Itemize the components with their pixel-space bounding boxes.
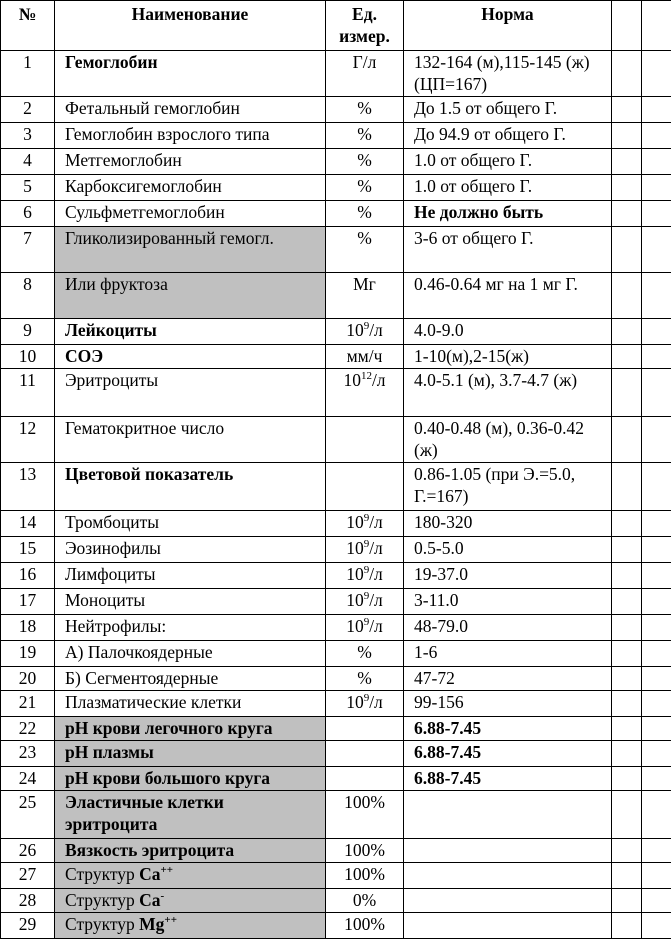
row-extra-2 [642,149,671,175]
row-norm: 4.0-5.1 (м), 3.7-4.7 (ж) [404,369,612,417]
table-row [1,863,671,889]
row-extra-1 [612,273,642,319]
row-extra-1 [612,717,642,741]
row-extra-2 [642,741,671,767]
row-extra-2 [642,201,671,227]
row-extra-1 [612,149,642,175]
header-extra-1 [612,1,642,51]
row-number: 7 [1,227,55,273]
row-name: Или фруктоза [55,273,326,319]
row-norm: До 94.9 от общего Г. [404,123,612,149]
row-norm: 0.86-1.05 (при Э.=5.0, Г.=167) [404,463,612,511]
row-extra-2 [642,691,671,717]
table-row [1,201,671,227]
row-number: 28 [1,889,55,913]
row-extra-2 [642,863,671,889]
row-norm: 0.5-5.0 [404,537,612,563]
row-norm: 3-6 от общего Г. [404,227,612,273]
row-name: Структур Ca- [55,889,326,913]
row-extra-1 [612,741,642,767]
table-row [1,913,671,939]
row-number: 9 [1,319,55,345]
row-extra-1 [612,615,642,641]
header-unit: Ед. измер. [326,1,404,51]
row-extra-2 [642,717,671,741]
table-row [1,273,671,319]
row-extra-1 [612,417,642,463]
row-extra-1 [612,511,642,537]
row-number: 11 [1,369,55,417]
row-unit: % [326,641,404,667]
row-unit: % [326,97,404,123]
row-name: Эозинофилы [55,537,326,563]
row-number: 23 [1,741,55,767]
table-row [1,563,671,589]
row-extra-1 [612,175,642,201]
row-extra-2 [642,589,671,615]
row-name: pH крови большого круга [55,767,326,791]
row-extra-1 [612,319,642,345]
row-extra-2 [642,615,671,641]
row-norm: Не должно быть [404,201,612,227]
table-row [1,615,671,641]
row-extra-2 [642,319,671,345]
row-extra-1 [612,889,642,913]
row-extra-2 [642,667,671,691]
row-number: 18 [1,615,55,641]
row-norm: 4.0-9.0 [404,319,612,345]
row-number: 1 [1,51,55,97]
row-name: Эритроциты [55,369,326,417]
row-number: 8 [1,273,55,319]
row-number: 2 [1,97,55,123]
row-number: 13 [1,463,55,511]
row-unit: % [326,201,404,227]
table-row [1,641,671,667]
row-extra-2 [642,51,671,97]
row-name: Лимфоциты [55,563,326,589]
row-unit: $10^9/л$ [326,691,404,717]
table-row [1,889,671,913]
row-unit: 0% [326,889,404,913]
row-norm: 47-72 [404,667,612,691]
row-norm: 48-79.0 [404,615,612,641]
row-norm [404,839,612,863]
table-row [1,717,671,741]
row-unit: $10^{12}/л$ [326,369,404,417]
row-name: Карбоксигемоглобин [55,175,326,201]
row-extra-1 [612,641,642,667]
row-norm: 0.46-0.64 мг на 1 мг Г. [404,273,612,319]
row-unit: $10^9/л$ [326,589,404,615]
header-row [1,1,671,51]
row-unit [326,417,404,463]
row-name: А) Палочкоядерные [55,641,326,667]
row-number: 14 [1,511,55,537]
row-extra-2 [642,227,671,273]
row-number: 3 [1,123,55,149]
row-name: Тромбоциты [55,511,326,537]
row-norm: 6.88-7.45 [404,741,612,767]
row-extra-2 [642,345,671,369]
row-number: 19 [1,641,55,667]
row-name: pH плазмы [55,741,326,767]
row-norm: 6.88-7.45 [404,717,612,741]
row-unit: мм/ч [326,345,404,369]
row-extra-2 [642,417,671,463]
row-unit: Мг [326,273,404,319]
table-row [1,511,671,537]
row-name: Гемоглобин [55,51,326,97]
header-extra-2 [642,1,671,51]
row-norm: 1-10(м),2-15(ж) [404,345,612,369]
row-number: 17 [1,589,55,615]
row-unit: Г/л [326,51,404,97]
row-number: 6 [1,201,55,227]
row-name: Гликолизированный гемогл. [55,227,326,273]
row-unit: $10^9/л$ [326,537,404,563]
row-name: Эластичные клетки эритроцита [55,791,326,839]
table-row [1,97,671,123]
row-extra-1 [612,589,642,615]
row-number: 12 [1,417,55,463]
row-number: 25 [1,791,55,839]
row-name: Сульфметгемоглобин [55,201,326,227]
row-norm: 180-320 [404,511,612,537]
row-extra-1 [612,345,642,369]
row-extra-1 [612,691,642,717]
table-row [1,227,671,273]
row-number: 27 [1,863,55,889]
row-unit: $10^9/л$ [326,563,404,589]
table-row [1,175,671,201]
header-num: № [1,1,55,51]
table-row [1,51,671,97]
row-name: pH крови легочного круга [55,717,326,741]
row-extra-2 [642,537,671,563]
table-row [1,345,671,369]
row-name: Структур Mg++ [55,913,326,939]
row-name: Гематокритное число [55,417,326,463]
table-row [1,839,671,863]
row-number: 10 [1,345,55,369]
row-extra-2 [642,511,671,537]
row-extra-1 [612,201,642,227]
row-unit [326,463,404,511]
row-extra-1 [612,97,642,123]
row-number: 16 [1,563,55,589]
row-unit: 100% [326,839,404,863]
row-number: 22 [1,717,55,741]
table-row [1,741,671,767]
row-extra-1 [612,463,642,511]
row-number: 4 [1,149,55,175]
row-norm: 6.88-7.45 [404,767,612,791]
row-extra-2 [642,839,671,863]
row-extra-2 [642,97,671,123]
row-extra-1 [612,863,642,889]
row-name: Гемоглобин взрослого типа [55,123,326,149]
row-extra-2 [642,913,671,939]
table-row [1,767,671,791]
row-extra-2 [642,123,671,149]
table-row [1,691,671,717]
row-extra-1 [612,913,642,939]
row-extra-2 [642,767,671,791]
row-extra-2 [642,791,671,839]
row-name: Лейкоциты [55,319,326,345]
table-row [1,123,671,149]
row-norm [404,913,612,939]
row-extra-2 [642,175,671,201]
row-extra-2 [642,463,671,511]
row-extra-1 [612,563,642,589]
row-unit: % [326,149,404,175]
row-number: 21 [1,691,55,717]
row-extra-1 [612,51,642,97]
row-name: Б) Сегментоядерные [55,667,326,691]
row-extra-2 [642,273,671,319]
table-body [1,51,671,939]
row-norm [404,889,612,913]
row-unit [326,717,404,741]
table-row [1,537,671,563]
row-norm: 0.40-0.48 (м), 0.36-0.42 (ж) [404,417,612,463]
row-extra-1 [612,369,642,417]
header-name: Наименование [55,1,326,51]
row-norm: 1.0 от общего Г. [404,149,612,175]
table-row [1,667,671,691]
row-norm: 19-37.0 [404,563,612,589]
row-extra-1 [612,667,642,691]
row-unit: $10^9/л$ [326,319,404,345]
row-unit: $10^9/л$ [326,615,404,641]
row-extra-1 [612,123,642,149]
row-norm: 1-6 [404,641,612,667]
row-extra-1 [612,791,642,839]
row-name: Плазматические клетки [55,691,326,717]
row-norm: 3-11.0 [404,589,612,615]
row-unit: % [326,227,404,273]
row-number: 15 [1,537,55,563]
row-extra-2 [642,641,671,667]
row-unit: % [326,123,404,149]
row-extra-1 [612,767,642,791]
table-row [1,319,671,345]
table-row [1,791,671,839]
row-name: Нейтрофилы: [55,615,326,641]
table-row [1,417,671,463]
row-unit: % [326,175,404,201]
row-number: 20 [1,667,55,691]
row-norm [404,863,612,889]
row-number: 24 [1,767,55,791]
row-norm [404,791,612,839]
table-row [1,369,671,417]
row-name: Цветовой показатель [55,463,326,511]
row-number: 5 [1,175,55,201]
row-name: СОЭ [55,345,326,369]
row-unit [326,741,404,767]
row-extra-1 [612,839,642,863]
row-norm: 1.0 от общего Г. [404,175,612,201]
row-unit: 100% [326,863,404,889]
row-unit: 100% [326,913,404,939]
row-extra-1 [612,537,642,563]
row-unit [326,767,404,791]
row-unit: % [326,667,404,691]
header-norm: Норма [404,1,612,51]
table-row [1,149,671,175]
row-norm: До 1.5 от общего Г. [404,97,612,123]
row-name: Метгемоглобин [55,149,326,175]
row-extra-1 [612,227,642,273]
row-norm: 132-164 (м),115-145 (ж) (ЦП=167) [404,51,612,97]
row-unit: $10^9/л$ [326,511,404,537]
row-extra-2 [642,369,671,417]
row-extra-2 [642,889,671,913]
row-extra-2 [642,563,671,589]
row-name: Фетальный гемоглобин [55,97,326,123]
row-number: 26 [1,839,55,863]
row-name: Моноциты [55,589,326,615]
table-row [1,463,671,511]
row-norm: 99-156 [404,691,612,717]
row-name: Структур Ca++ [55,863,326,889]
row-name: Вязкость эритроцита [55,839,326,863]
row-number: 29 [1,913,55,939]
row-unit: 100% [326,791,404,839]
table-row [1,589,671,615]
